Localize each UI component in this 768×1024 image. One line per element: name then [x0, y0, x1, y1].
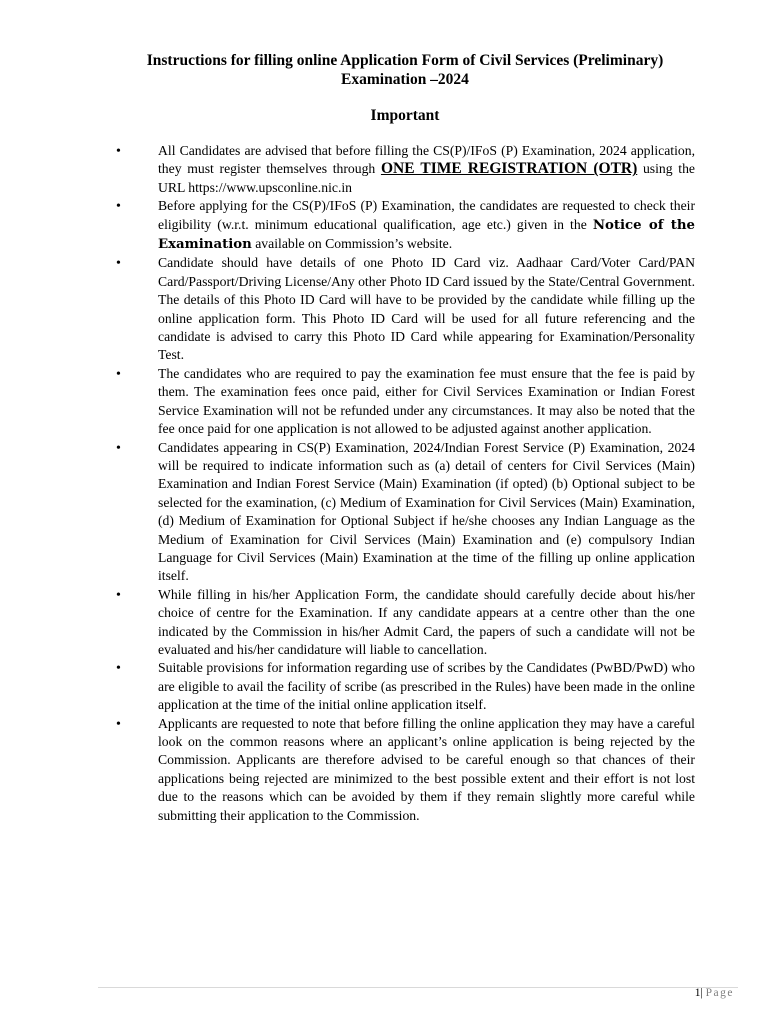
- list-item-text: Before applying for the CS(P)/IFoS (P) Examination, the candidates are requested to check their eligibility (w.r.t. minimum educational qualification, age etc.) given in the Notice of the Examination available on Commission’s website.: [158, 198, 695, 253]
- bullet-icon: •: [116, 661, 121, 677]
- list-item-text: Applicants are requested to note that before filling the online application they may have a careful look on the common reasons where an applicant’s online application is being rejected by the Commission. Applicants are therefore advised to be careful enough so that chances of their applications being rejected are minimized to the best possible extent and their effort is not lost due to the reasons which can be avoided by them if they remain slightly more careful while submitting their application to the Commission.: [158, 715, 695, 823]
- bullet-icon: •: [116, 587, 121, 603]
- bullet-icon: •: [116, 366, 121, 382]
- list-item: [0, 715, 768, 825]
- page-label: Page: [705, 987, 734, 999]
- footer-separator: |: [700, 987, 703, 999]
- bullet-icon: •: [116, 716, 121, 732]
- bullet-icon: •: [116, 256, 121, 272]
- instructions-list: [0, 142, 768, 825]
- bullet-icon: •: [116, 440, 121, 456]
- footer-divider: [98, 987, 738, 988]
- page-footer: [695, 987, 734, 999]
- list-item-text: While filling in his/her Application Form, the candidate should carefully decide about his/her choice of centre for the Examination. If any candidate appears at a centre other than the one indicated by the Commission in his/her Admit Card, the papers of such a candidate will not be evaluated and his/her candidature will liable to cancellation.: [158, 586, 695, 657]
- list-item-text: All Candidates are advised that before filling the CS(P)/IFoS (P) Examination, 2024 application, they must register themselves through ONE TIME REGISTRATION (OTR) using the URL https://www.upsconline.nic.in: [158, 143, 695, 195]
- list-item: [0, 197, 768, 254]
- bullet-icon: •: [116, 199, 121, 215]
- page-number: 1: [694, 987, 701, 999]
- list-item-text: Candidates appearing in CS(P) Examination, 2024/Indian Forest Service (P) Examination, 2024 will be required to indicate information such as (a) detail of centers for Civil Services (Main) Examination and Indian Forest Service (Main) Examination (if opted) (b) Optional subject to be selected for the examination, (c) Medium of Examination for Civil Services (Main) Examination, (d) Medium of Examination for Optional Subject if he/she chooses any Indian Language as the Medium of Examination for Civil Services (Main) Examination and (e) compulsory Indian Language for Civil Services (Main) Examination at the time of the filling up online application itself.: [158, 439, 695, 584]
- bullet-icon: •: [116, 144, 121, 159]
- list-item: [0, 659, 768, 714]
- list-item-text: Suitable provisions for information regarding use of scribes by the Candidates (PwBD/PwD) who are eligible to avail the facility of scribe (as prescribed in the Rules) have been made in the online application at the time of the initial online application itself.: [158, 660, 695, 713]
- list-item: [0, 254, 768, 364]
- document-title: Instructions for filling online Application Form of Civil Services (Preliminary) Examination –2024: [146, 52, 664, 88]
- list-item: [0, 365, 768, 439]
- section-heading: Important: [370, 107, 440, 124]
- list-item-text: Candidate should have details of one Photo ID Card viz. Aadhaar Card/Voter Card/PAN Card/Passport/Driving License/Any other Photo ID Card issued by the State/Central Government. The details of this Photo ID Card will have to be provided by the candidate while filling up the online application form. This Photo ID Card will be used for all future referencing and the candidate is advised to carry this Photo ID Card while appearing for Examination/Personality Test.: [158, 255, 695, 363]
- notice-emphasis: Notice of the Examination: [158, 217, 695, 253]
- list-item: [0, 142, 768, 197]
- otr-emphasis: ONE TIME REGISTRATION (OTR): [380, 160, 638, 178]
- list-item: [0, 586, 768, 660]
- list-item-text: The candidates who are required to pay the examination fee must ensure that the fee is paid by them. The examination fees once paid, either for Civil Services Examination or Indian Forest Service Examination will not be refunded under any circumstances. It may also be noted that the fee once paid for one application is not allowed to be adjusted against another application.: [158, 365, 695, 437]
- list-item: [0, 439, 768, 586]
